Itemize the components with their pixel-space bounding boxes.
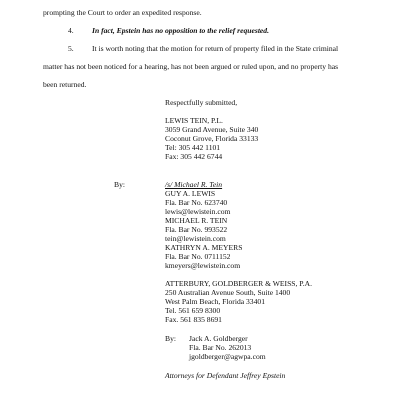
firm1-name: LEWIS TEIN, P.L. [165,116,223,125]
attorney-line-5: Fla. Bar No. 993522 [165,225,228,234]
body-line-top: prompting the Court to order an expedited response. [43,8,202,17]
attorney-line-3: lewis@lewistein.com [165,207,231,216]
attorney-line-4: MICHAEL R. TEIN [165,216,228,225]
signature: /s/ Michael R. Tein [165,180,223,189]
firm1-tel: Tel: 305 442 1101 [165,143,221,152]
attorney2-line-2: Fla. Bar No. 262013 [189,343,252,352]
attorney-line-8: Fla. Bar No. 0711152 [165,252,231,261]
firm1-fax: Fax: 305 442 6744 [165,152,223,161]
item-4-number: 4. [68,26,74,35]
firm2-address-line-2: West Palm Beach, Florida 33401 [165,297,265,306]
attorney-line-1: GUY A. LEWIS [165,189,216,198]
firm2-address-line-1: 250 Australian Avenue South, Suite 1400 [165,288,291,297]
item-4-text: In fact, Epstein has no opposition to the relief requested. [92,26,269,35]
by2-label: By: [165,334,176,343]
attorney-line-2: Fla. Bar No. 623740 [165,198,228,207]
item-5-number: 5. [68,44,74,53]
firm1-address-line-1: 3059 Grand Avenue, Suite 340 [165,125,259,134]
firm2-tel: Tel. 561 659 8300 [165,306,221,315]
attorney-line-9: kmeyers@lewistein.com [165,261,241,270]
attorney2-line-1: Jack A. Goldberger [189,334,248,343]
by-label: By: [114,180,125,189]
firm2-name: ATTERBURY, GOLDBERGER & WEISS, P.A. [165,279,312,288]
item-5-line-2: matter has not been noticed for a hearing, has not been argued or ruled upon, and no property has [43,62,339,71]
attorneys-for-footer: Attorneys for Defendant Jeffrey Epstein [165,371,286,380]
item-5-line-3: been returned. [43,80,87,89]
attorney-line-6: tein@lewistein.com [165,234,226,243]
firm1-address-line-2: Coconut Grove, Florida 33133 [165,134,259,143]
item-5-line-1: It is worth noting that the motion for return of property filed in the State criminal [92,44,339,53]
closing: Respectfully submitted, [165,98,238,107]
attorney-line-7: KATHRYN A. MEYERS [165,243,243,252]
attorney2-line-3: jgoldberger@agwpa.com [189,352,266,361]
firm2-fax: Fax. 561 835 8691 [165,315,222,324]
